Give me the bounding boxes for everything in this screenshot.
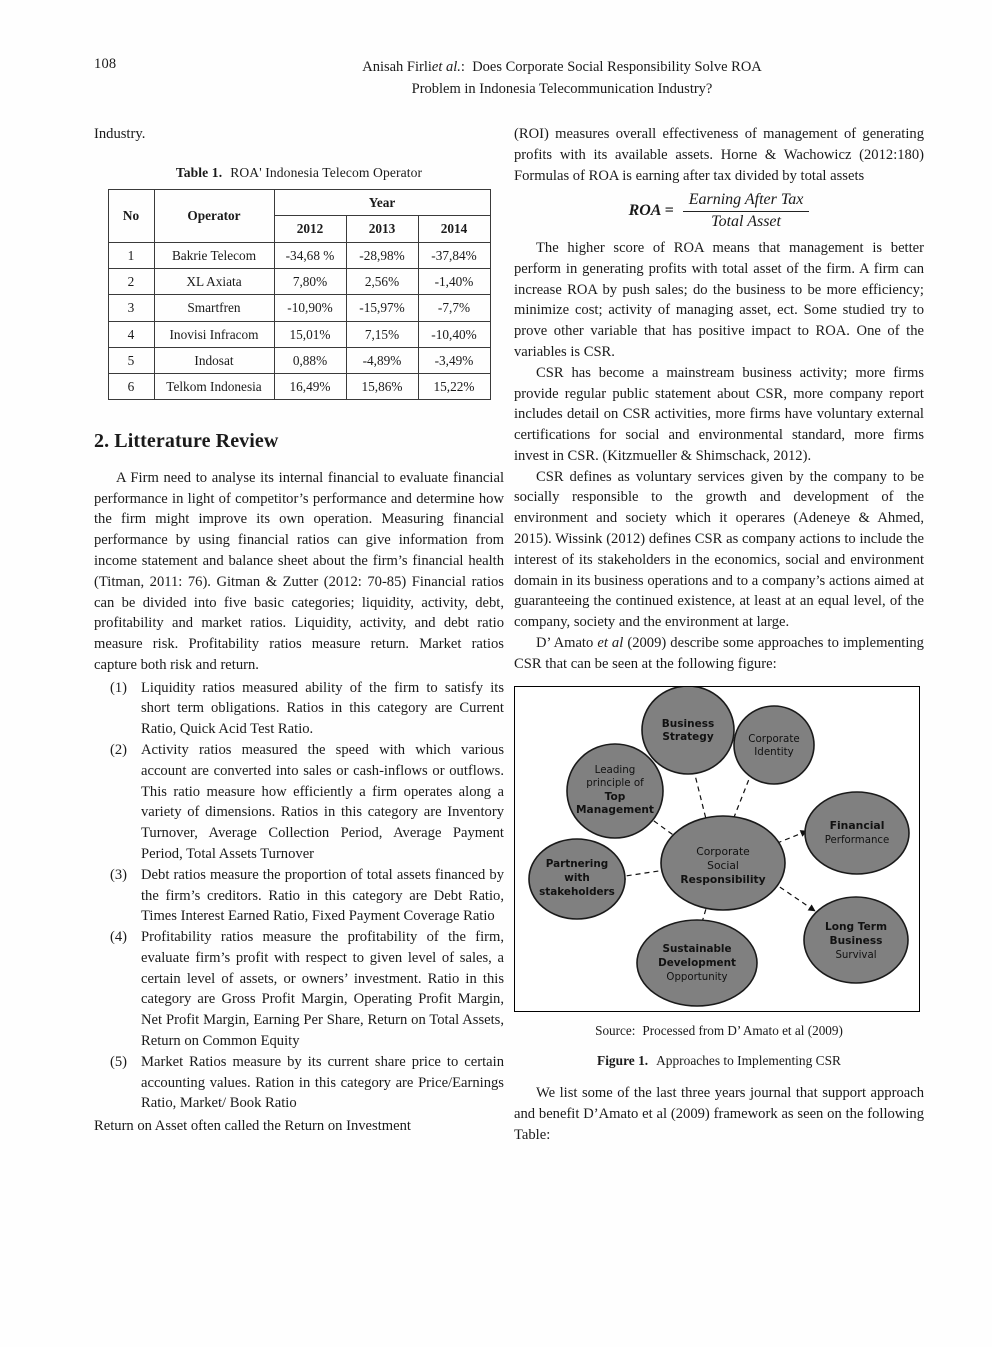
node-label-line: with bbox=[564, 871, 590, 884]
cell-operator: XL Axiata bbox=[154, 268, 274, 294]
running-head-title-part2: Problem in Indonesia Telecommunication Industry? bbox=[411, 81, 713, 98]
cell-no: 4 bbox=[108, 321, 154, 347]
cell-2012: 7,80% bbox=[274, 268, 346, 294]
node-label-line: Corporate bbox=[748, 732, 800, 745]
left-column bbox=[94, 124, 504, 1137]
csr-approaches-diagram bbox=[515, 687, 918, 1010]
paragraph-higher-roa: The higher score of ROA means that management is better perform in generating profits with total asset of the firm. A firm can increase ROA by push sales; do the business to be more efficiency; minimize cost; activity of managing asset, ect. Some studied try to prove other variable that has positive impact to ROA. One of the variables is CSR. bbox=[514, 240, 924, 360]
cell-no: 6 bbox=[108, 374, 154, 400]
list-item-text: Debt ratios measure the proportion of total assets financed by the firm’s creditors. Ratio in this category are Debt Ratio, Times Interest Earned Ratio, Fixed Payment Coverage Ratio bbox=[141, 866, 504, 925]
table-1-caption-text: ROA' Indonesia Telecom Operator bbox=[230, 164, 423, 180]
figure-1-source bbox=[514, 1022, 924, 1041]
node-label-line: Identity bbox=[754, 745, 794, 758]
paragraph-litterature-review: A Firm need to analyse its internal financial to evaluate financial performance in light of competitor’s performance and determine how the firm might improve its own operation. Measuring financial performance by using financial ratios can give information from income statement and balance sheet about the firm’s financial health (Titman, 2011: 76). Gitman & Zutter (2012: 70-85) Financial ratios can be divided into five basic categories; liquidity, activity, debt, profitability and market ratios. Liquidity, activity, and debt ratio measure risk. Profitability ratios measure return. Market ratios capture both risk and return. bbox=[94, 469, 504, 673]
table-1-wrapper bbox=[94, 163, 504, 401]
cell-2012: -34,68 % bbox=[274, 242, 346, 268]
list-item bbox=[94, 865, 504, 927]
cell-no: 2 bbox=[108, 268, 154, 294]
list-item-text: Liquidity ratios measured ability of the firm to satisfy its short term obligations. Ratios in this category are Current Ratio, Quick Acid Test Ratio. bbox=[141, 679, 504, 738]
cell-2014: -37,84% bbox=[418, 242, 490, 268]
cell-operator: Telkom Indonesia bbox=[154, 374, 274, 400]
th-year-2013: 2013 bbox=[346, 216, 418, 242]
running-head bbox=[94, 56, 920, 102]
figure-caption-label: Figure 1. bbox=[597, 1053, 649, 1069]
cell-2014: -1,40% bbox=[418, 268, 490, 294]
formula-numerator: Earning After Tax bbox=[683, 191, 810, 212]
figure-source-text: Processed from D’ Amato et al (2009) bbox=[642, 1022, 843, 1038]
paragraph-csr-mainstream: CSR has become a mainstream business activity; more firms provide regular public statement about CSR, more company report includes detail on CSR activities, more firms have voluntary external certifications for social and environmental standard, more firms invest in CSR. (Kitzmueller & Shimschack, 2012). bbox=[514, 364, 924, 464]
th-year-2014: 2014 bbox=[418, 216, 490, 242]
cell-2014: -10,40% bbox=[418, 321, 490, 347]
roa-table-head bbox=[108, 190, 490, 243]
list-item-marker: (1) bbox=[110, 679, 128, 696]
center-label-line: Responsibility bbox=[680, 872, 766, 886]
figure-caption-text: Approaches to Implementing CSR bbox=[656, 1053, 841, 1069]
node-business-strategy bbox=[642, 687, 734, 774]
cell-operator: Bakrie Telecom bbox=[154, 242, 274, 268]
node-leading-principle bbox=[567, 744, 663, 838]
continuation-text: Industry. bbox=[94, 126, 146, 142]
node-label-line: Management bbox=[576, 803, 654, 816]
formula-fraction bbox=[683, 191, 810, 232]
node-label-line: Business bbox=[829, 934, 883, 947]
paragraph-return-on-asset: Return on Asset often called the Return on Investment bbox=[94, 1118, 411, 1135]
node-long-term-survival bbox=[804, 897, 908, 983]
cell-2014: -3,49% bbox=[418, 347, 490, 373]
node-corporate-social-responsibility bbox=[661, 816, 785, 910]
cell-2012: -10,90% bbox=[274, 295, 346, 321]
node-corporate-identity bbox=[734, 706, 814, 784]
node-label-line: stakeholders bbox=[539, 885, 615, 898]
node-label-line: Development bbox=[658, 956, 736, 969]
paragraph-journal-list: We list some of the last three years journal that support approach and benefit D’Amato et al (2009) framework as seen on the following Table: bbox=[514, 1085, 924, 1143]
cell-2012: 16,49% bbox=[274, 374, 346, 400]
formula-lhs: ROA = bbox=[628, 202, 674, 220]
list-item bbox=[94, 678, 504, 740]
list-item-marker: (2) bbox=[110, 742, 128, 759]
table-header-row-1 bbox=[108, 190, 490, 216]
table-1-caption bbox=[94, 163, 504, 182]
table-row bbox=[108, 242, 490, 268]
cell-no: 5 bbox=[108, 347, 154, 373]
node-partnering-stakeholders bbox=[529, 839, 625, 919]
cell-2013: 15,86% bbox=[346, 374, 418, 400]
ratio-category-list bbox=[94, 678, 504, 1114]
cell-2012: 15,01% bbox=[274, 321, 346, 347]
table-1-caption-label: Table 1. bbox=[175, 164, 223, 180]
cell-2013: -15,97% bbox=[346, 295, 418, 321]
cell-2014: -7,7% bbox=[418, 295, 490, 321]
page-number: 108 bbox=[94, 56, 117, 72]
cell-2013: 2,56% bbox=[346, 268, 418, 294]
list-item-text: Market Ratios measure by its current share price to certain accounting values. Ration in this category are Price/Earnings Ratio, Market/ Book Ratio bbox=[141, 1053, 504, 1112]
damato-text-b: (2009) describe some approaches to implementing CSR that can be seen at the following figure: bbox=[514, 634, 924, 672]
figure-1-caption bbox=[514, 1051, 924, 1070]
th-year-group: Year bbox=[274, 190, 490, 216]
list-item-marker: (5) bbox=[110, 1053, 128, 1070]
cell-no: 1 bbox=[108, 242, 154, 268]
table-row bbox=[108, 347, 490, 373]
table-row bbox=[108, 374, 490, 400]
roa-formula bbox=[514, 191, 924, 232]
node-label-line: Performance bbox=[824, 834, 890, 846]
formula-denominator: Total Asset bbox=[711, 213, 781, 231]
list-item-text: Activity ratios measured the speed with which various account are converted into sales or cash-inflows or outflows. This ratio measure how efficiently a firm operates along a variety of dimensions. Ratios in this category are Inventory Turnover, Average Collection Period, Average Payment Period, Total Assets Turnover bbox=[141, 742, 504, 862]
table-row bbox=[108, 321, 490, 347]
cell-2013: -4,89% bbox=[346, 347, 418, 373]
th-year-2012: 2012 bbox=[274, 216, 346, 242]
roa-table bbox=[108, 189, 491, 400]
list-item bbox=[94, 740, 504, 865]
cell-2014: 15,22% bbox=[418, 374, 490, 400]
roa-table-body bbox=[108, 242, 490, 400]
node-label-line: Partnering bbox=[545, 857, 609, 870]
cell-2013: 7,15% bbox=[346, 321, 418, 347]
node-label-line: Business bbox=[661, 717, 715, 730]
damato-etal: et al bbox=[597, 634, 624, 651]
list-item-text: Profitability ratios measure the profitability of the firm, evaluate firm’s profit with respect to given level of sales, a certain level of assets, or owners’ investment. Ratio in this category are Gross Profit Margin, Operating Profit Margin, Net Profit Margin, Earning Per Share, Return on Total Assets, Return on Common Equity bbox=[141, 929, 504, 1049]
figure-1-box bbox=[514, 686, 920, 1012]
damato-text-a: D’ Amato bbox=[536, 634, 598, 651]
running-head-etal: et al. bbox=[431, 59, 461, 75]
center-label-line: Social bbox=[707, 858, 739, 872]
list-item-marker: (4) bbox=[110, 929, 128, 946]
node-label-line: Sustainable bbox=[662, 942, 732, 955]
node-sustainable-development bbox=[637, 920, 757, 1006]
table-row bbox=[108, 295, 490, 321]
cell-operator: Indosat bbox=[154, 347, 274, 373]
th-no: No bbox=[108, 190, 154, 243]
right-column bbox=[514, 124, 924, 1146]
node-label-line: Leading bbox=[594, 763, 636, 776]
running-head-title-part1: Does Corporate Social Responsibility Solve ROA bbox=[472, 59, 762, 75]
running-head-colon: : bbox=[460, 59, 465, 75]
cell-2012: 0,88% bbox=[274, 347, 346, 373]
list-item-marker: (3) bbox=[110, 866, 128, 883]
paragraph-roi: (ROI) measures overall effectiveness of management of generating profits with its available assets. Horne & Wachowicz (2012:180) Formulas of ROA is earning after tax divided by total assets bbox=[514, 126, 924, 184]
paragraph-csr-definition: CSR defines as voluntary services given by the company to be socially responsible to the growth and development of the environment and society which it operares (Adeneye & Ahmed, 2015). Wissink (2012) defines CSR as company actions to include the interest of its stakeholders in the economics, social and environment domain in its business operations and to a company’s actions aimed at guaranteeing the continued existence, at least at an equal level, of the company, society and the environment at large. bbox=[514, 468, 924, 631]
cell-operator: Inovisi Infracom bbox=[154, 321, 274, 347]
th-operator: Operator bbox=[154, 190, 274, 243]
running-head-title bbox=[204, 56, 920, 100]
node-label-line: Top bbox=[604, 790, 626, 803]
paragraph-damato bbox=[514, 633, 924, 675]
running-head-author: Anisah Firli bbox=[362, 59, 432, 75]
list-item bbox=[94, 1052, 504, 1114]
figure-source-label: Source: bbox=[595, 1022, 636, 1038]
cell-operator: Smartfren bbox=[154, 295, 274, 321]
node-label-line: Strategy bbox=[662, 730, 714, 743]
node-label-line: Financial bbox=[829, 818, 885, 832]
node-financial-performance bbox=[805, 792, 909, 874]
table-row bbox=[108, 268, 490, 294]
node-label-line: principle of bbox=[586, 776, 644, 789]
cell-2013: -28,98% bbox=[346, 242, 418, 268]
center-label-line: Corporate bbox=[696, 844, 750, 858]
list-item bbox=[94, 927, 504, 1052]
node-label-line: Long Term bbox=[824, 920, 888, 933]
node-label-line: Opportunity bbox=[666, 971, 728, 983]
node-label-line: Survival bbox=[835, 949, 877, 961]
section-heading: 2. Litterature Review bbox=[94, 430, 279, 453]
cell-no: 3 bbox=[108, 295, 154, 321]
